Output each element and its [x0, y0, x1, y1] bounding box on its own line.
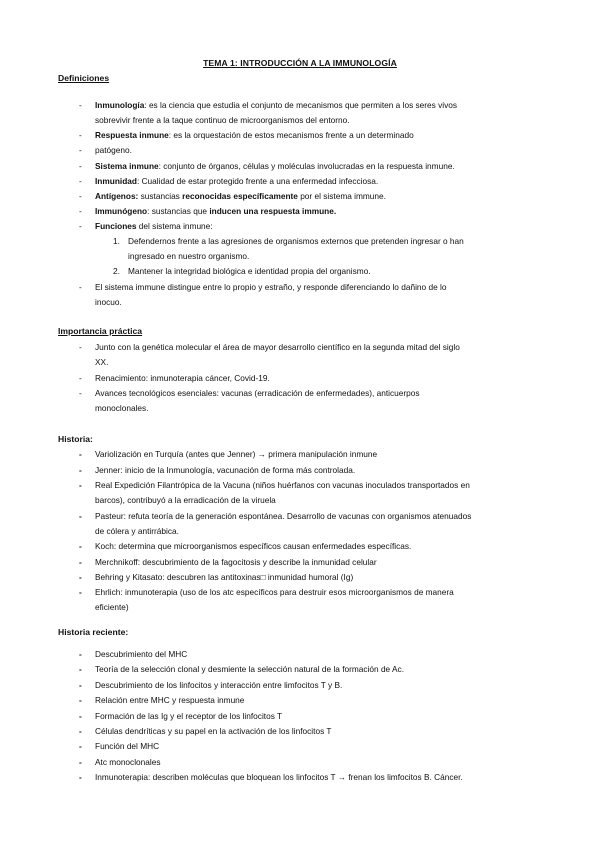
historia-item-8: Ehrlich: inmunoterapia (uso de los atc específicos para destruir esos microorganismos de manera: [95, 587, 454, 597]
bullet-dash: -: [79, 757, 82, 767]
page-title: TEMA 1: INTRODUCCIÓN A LA IMMUNOLOGÍA: [203, 58, 397, 68]
reciente-item-3: Descubrimiento de los linfocitos y interacción entre limfocitos T y B.: [95, 680, 343, 690]
definition-respuesta-inmune: Respuesta inmune: es la orquestación de estos mecanismos frente a un determinado: [95, 130, 414, 140]
definition-distingue-cont: inocuo.: [95, 297, 122, 307]
reciente-item-7: Función del MHC: [95, 741, 160, 751]
section-heading-definiciones: Definiciones: [58, 73, 110, 83]
definition-distingue: El sistema immune distingue entre lo propio y estraño, y responde diferenciando lo dañino de lo: [95, 282, 447, 292]
bullet-dash: -: [79, 191, 82, 201]
bullet-dash: -: [79, 511, 82, 521]
bullet-dash: -: [79, 649, 82, 659]
bullet-dash: -: [79, 100, 82, 110]
section-heading-historia-reciente: Historia reciente:: [58, 627, 129, 637]
historia-item-8-cont: eficiente): [95, 602, 129, 612]
reciente-item-2: Teoría de la selección clonal y desmiente la selección natural de la formación de Ac.: [95, 664, 405, 674]
historia-item-3: Real Expedición Filantrópica de la Vacuna (niños huérfanos con vacunas inoculados transportados en: [95, 480, 470, 490]
bullet-dash: -: [79, 449, 82, 459]
bullet-dash: -: [79, 221, 82, 231]
bullet-dash: -: [79, 480, 82, 490]
reciente-item-5: Formación de las Ig y el receptor de los linfocitos T: [95, 711, 283, 721]
importancia-item-2: Renacimiento: inmunoterapia cáncer, Covid-19.: [95, 373, 270, 383]
reciente-item-8: Atc monoclonales: [95, 757, 161, 767]
section-heading-historia: Historia:: [58, 434, 93, 444]
bullet-dash: -: [79, 572, 82, 582]
importancia-item-1: Junto con la genética molecular el área de mayor desarrollo científico en la segunda mitad del siglo: [95, 342, 460, 352]
historia-item-5: Koch: determina que microorganismos específicos causan enfermedades específicas.: [95, 541, 412, 551]
bullet-dash: -: [79, 206, 82, 216]
bullet-dash: -: [79, 465, 82, 475]
bullet-dash: -: [79, 726, 82, 736]
definition-inmunidad: Inmunidad: Cualidad de estar protegido frente a una enfermedad infecciosa.: [95, 176, 379, 186]
importancia-item-1-cont: XX.: [95, 357, 109, 367]
reciente-item-6: Células dendríticas y su papel en la activación de los linfocitos T: [95, 726, 332, 736]
bullet-dash: -: [79, 161, 82, 171]
definition-antigenos: Antígenos: sustancias reconocidas específicamente por el sistema immune.: [95, 191, 386, 201]
section-heading-importancia: Importancia práctica: [58, 326, 143, 336]
historia-item-4-cont: de cólera y antirrábica.: [95, 526, 179, 536]
reciente-item-4: Relación entre MHC y respuesta inmune: [95, 695, 245, 705]
funcion-1: Defendernos frente a las agresiones de organismos externos que pretenden ingresar o han: [128, 236, 464, 246]
historia-item-4: Pasteur: refuta teoría de la generación espontánea. Desarrollo de vacunas con organismos atenuados: [95, 511, 472, 521]
bullet-dash: -: [79, 541, 82, 551]
importancia-item-3-cont: monoclonales.: [95, 403, 149, 413]
bullet-dash: -: [79, 772, 82, 782]
historia-item-6: Merchnikoff: descubrimiento de la fagocitosis y describe la inmunidad celular: [95, 557, 377, 567]
historia-item-2: Jenner: inicio de la Inmunología, vacunación de forma más controlada.: [95, 465, 356, 475]
funcion-2: Mantener la integridad biológica e identidad propia del organismo.: [128, 266, 371, 276]
bullet-dash: -: [79, 557, 82, 567]
definition-funciones: Funciones del sistema inmune:: [95, 221, 213, 231]
reciente-item-1: Descubrimiento del MHC: [95, 649, 188, 659]
bullet-dash: -: [79, 388, 82, 398]
list-number: 2.: [113, 266, 120, 276]
bullet-dash: -: [79, 587, 82, 597]
definition-inmunologia-cont: sobrevivir frente a la taque continuo de microorganismos del entorno.: [95, 115, 350, 125]
definition-sistema-inmune: Sistema inmune: conjunto de órganos, células y moléculas involucradas en la respuesta inmune.: [95, 161, 455, 171]
bullet-dash: -: [79, 145, 82, 155]
reciente-item-9: Inmunoterapia: describen moléculas que bloquean los linfocitos T → frenan los limfocitos B. Cáncer.: [95, 772, 463, 782]
historia-item-1: Variolización en Turquía (antes que Jenner) → primera manipulación inmune: [95, 449, 378, 459]
importancia-item-3: Avances tecnológicos esenciales: vacunas (erradicación de enfermedades), anticuerpos: [95, 388, 420, 398]
bullet-dash: -: [79, 664, 82, 674]
funcion-1-cont: ingresado en nuestro organismo.: [128, 251, 250, 261]
bullet-dash: -: [79, 130, 82, 140]
bullet-dash: -: [79, 680, 82, 690]
historia-item-3-cont: barcos), contribuyó a la erradicación de la viruela: [95, 495, 276, 505]
bullet-dash: -: [79, 282, 82, 292]
bullet-dash: -: [79, 741, 82, 751]
bullet-dash: -: [79, 695, 82, 705]
list-number: 1.: [113, 236, 120, 246]
historia-item-7: Behring y Kitasato: descubren las antitoxinas□ inmunidad humoral (Ig): [95, 572, 354, 582]
bullet-dash: -: [79, 373, 82, 383]
definition-respuesta-inmune-cont: patógeno.: [95, 145, 132, 155]
definition-inmunologia: Inmunología: es la ciencia que estudia el conjunto de mecanismos que permiten a los seres vivos: [95, 100, 458, 110]
bullet-dash: -: [79, 342, 82, 352]
bullet-dash: -: [79, 176, 82, 186]
bullet-dash: -: [79, 711, 82, 721]
definition-inmunogeno: Immunógeno: sustancias que inducen una respuesta immune.: [95, 206, 337, 216]
